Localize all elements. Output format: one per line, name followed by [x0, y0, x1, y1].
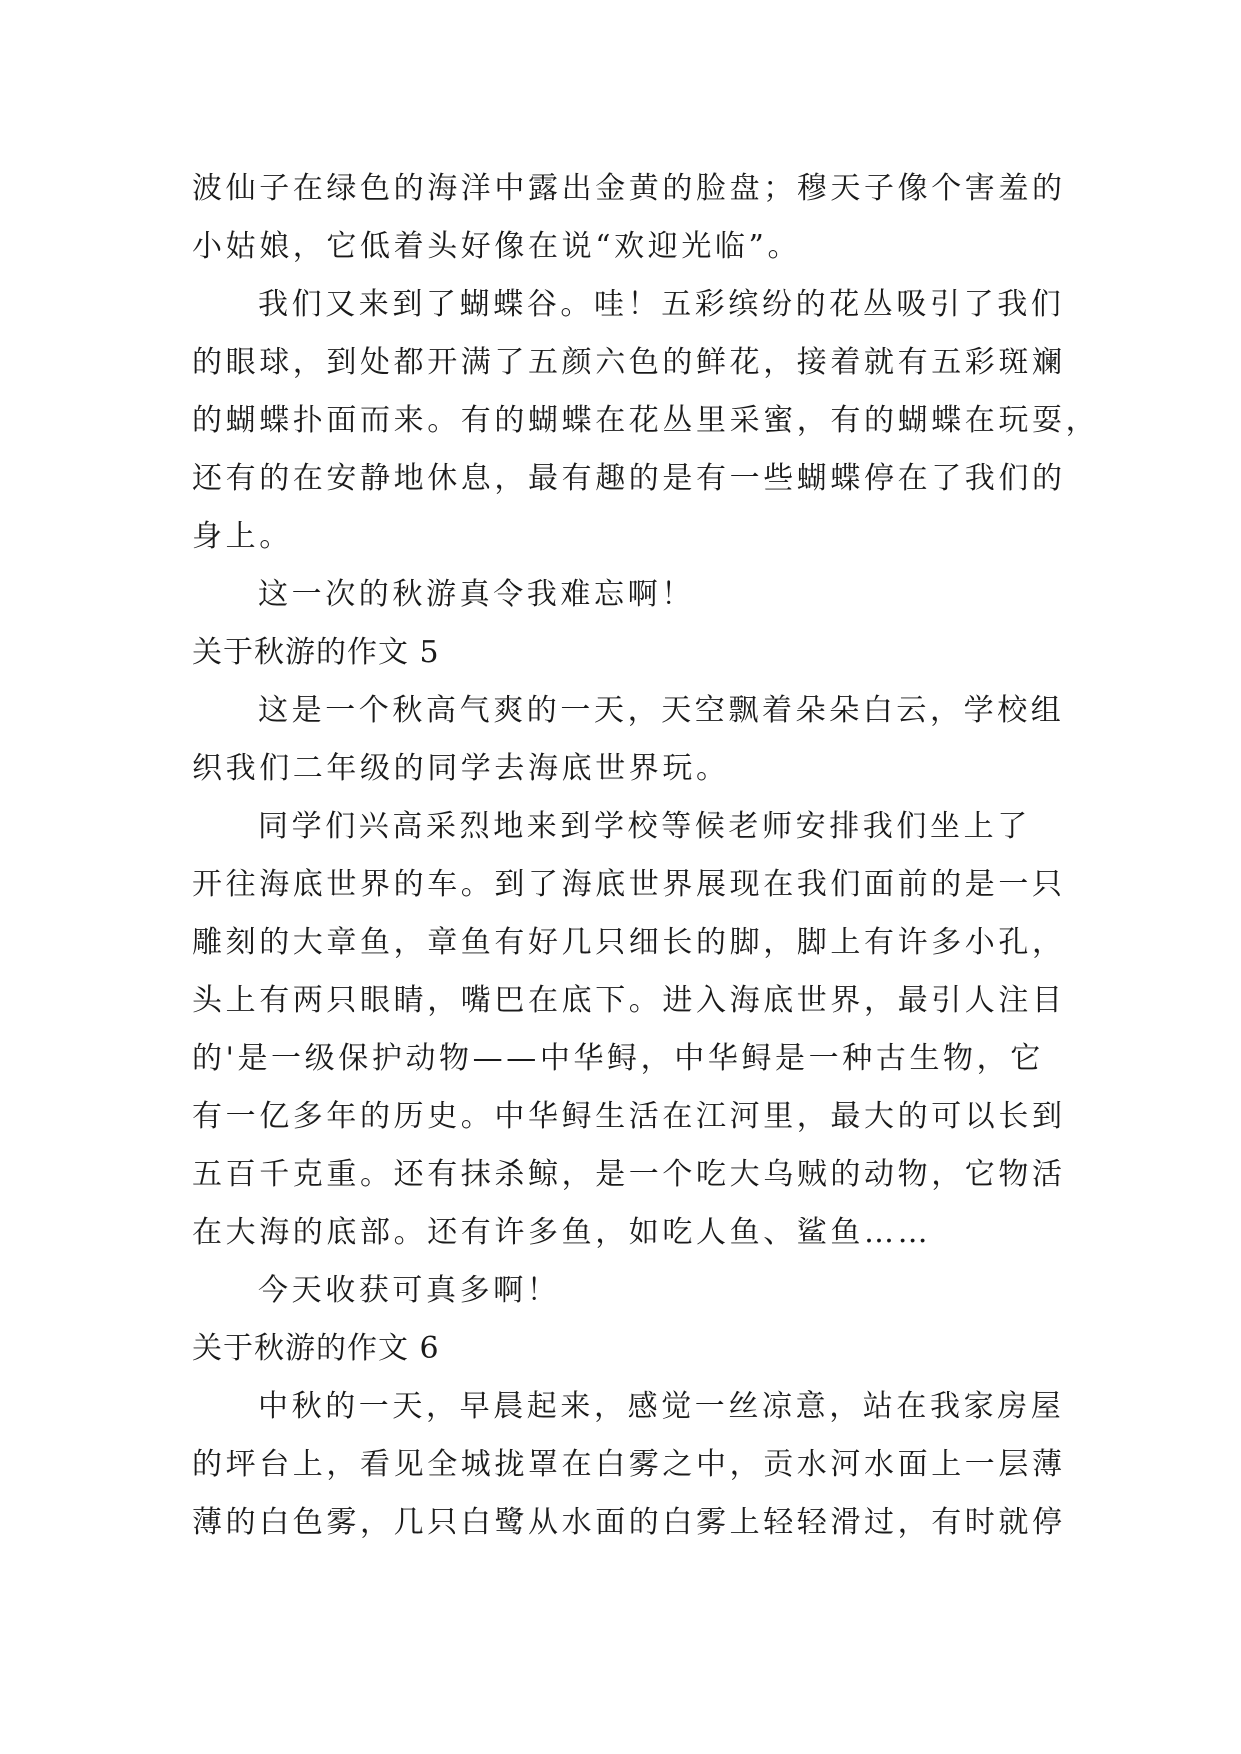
text-line: 今天收获可真多啊！ [258, 1273, 561, 1308]
text-line: 薄的白色雾，几只白鹭从水面的白雾上轻轻滑过，有时就停 [192, 1505, 1066, 1540]
text-line: 有一亿多年的历史。中华鲟生活在江河里，最大的可以长到 [192, 1099, 1066, 1134]
section-heading: 关于秋游的作文 5 [192, 635, 440, 670]
text-line: 波仙子在绿色的海洋中露出金黄的脸盘；穆天子像个害羞的 [192, 171, 1066, 206]
text-line: 中秋的一天，早晨起来，感觉一丝凉意，站在我家房屋 [258, 1389, 1065, 1424]
text-line: 的蝴蝶扑面而来。有的蝴蝶在花丛里采蜜，有的蝴蝶在玩耍， [192, 403, 1100, 438]
text-line: 五百千克重。还有抹杀鲸，是一个吃大乌贼的动物，它物活 [192, 1157, 1066, 1192]
text-line: 这一次的秋游真令我难忘啊！ [258, 577, 695, 612]
text-line: 开往海底世界的车。到了海底世界展现在我们面前的是一只 [192, 867, 1066, 902]
section-heading: 关于秋游的作文 6 [192, 1331, 440, 1366]
text-line: 身上。 [192, 519, 293, 554]
text-line: 织我们二年级的同学去海底世界玩。 [192, 751, 730, 786]
text-line: 的'是一级保护动物——中华鲟，中华鲟是一种古生物，它 [192, 1041, 1044, 1076]
text-line: 还有的在安静地休息，最有趣的是有一些蝴蝶停在了我们的 [192, 461, 1066, 496]
text-line: 的眼球，到处都开满了五颜六色的鲜花，接着就有五彩斑斓 [192, 345, 1066, 380]
text-line: 同学们兴高采烈地来到学校等候老师安排我们坐上了 [258, 809, 1031, 844]
text-line: 小姑娘，它低着头好像在说“欢迎光临”。 [192, 229, 802, 264]
text-line: 在大海的底部。还有许多鱼，如吃人鱼、鲨鱼…… [192, 1215, 932, 1250]
text-line: 的坪台上，看见全城拢罩在白雾之中，贡水河水面上一层薄 [192, 1447, 1066, 1482]
text-line: 雕刻的大章鱼，章鱼有好几只细长的脚，脚上有许多小孔， [192, 925, 1066, 960]
text-line: 我们又来到了蝴蝶谷。哇！五彩缤纷的花丛吸引了我们 [258, 287, 1065, 322]
text-line: 这是一个秋高气爽的一天，天空飘着朵朵白云，学校组 [258, 693, 1065, 728]
text-line: 头上有两只眼睛，嘴巴在底下。进入海底世界，最引人注目 [192, 983, 1066, 1018]
document-body [192, 160, 1100, 1552]
